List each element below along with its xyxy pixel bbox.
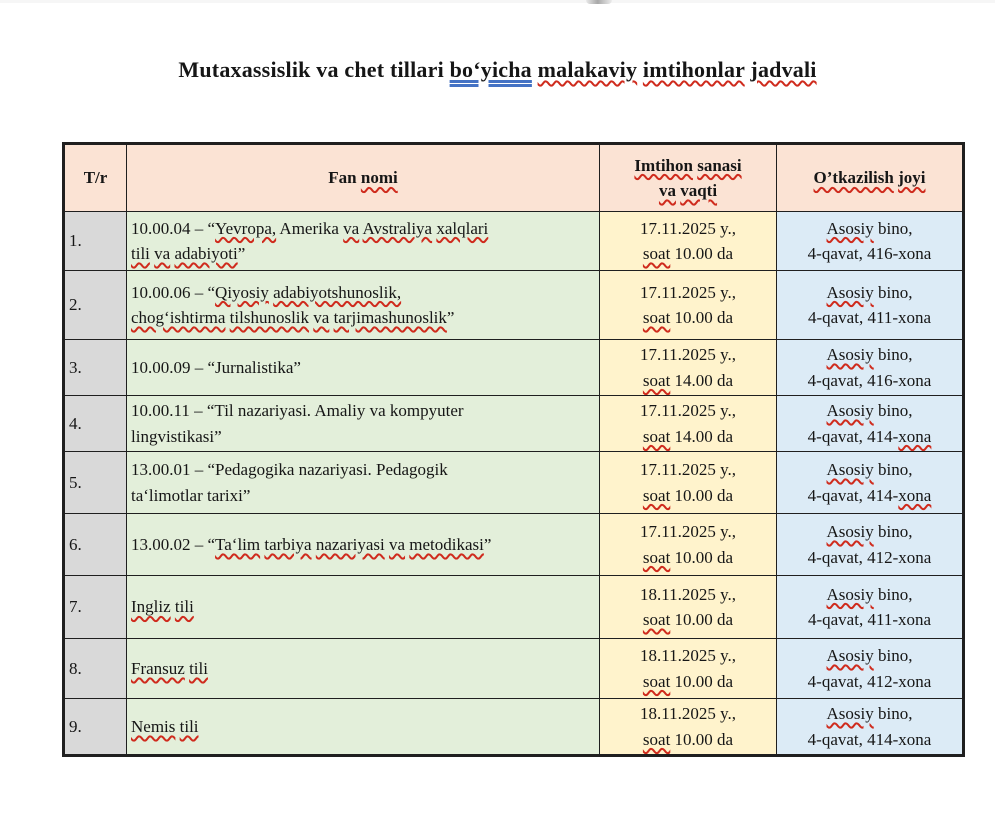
header-cell-location: O’tkazilish joyi: [777, 144, 964, 212]
cutoff-artifact: [586, 0, 612, 4]
date-cell: 17.11.2025 y., soat 10.00 da: [600, 212, 777, 271]
table-row: [64, 639, 964, 699]
table-header-row: [64, 144, 964, 212]
table-row: [64, 576, 964, 639]
table-row: [64, 396, 964, 452]
row-number-cell: 9.: [64, 699, 127, 756]
table-row: [64, 271, 964, 340]
date-cell: 17.11.2025 y., soat 10.00 da: [600, 452, 777, 514]
row-number-cell: 7.: [64, 576, 127, 639]
date-cell: 17.11.2025 y., soat 14.00 da: [600, 396, 777, 452]
subject-cell: Fransuz tili: [127, 639, 600, 699]
table-body: [64, 212, 964, 756]
row-number-cell: 2.: [64, 271, 127, 340]
location-cell: Asosiy bino, 4-qavat, 412-xona: [777, 514, 964, 576]
location-cell: Asosiy bino, 4-qavat, 414-xona: [777, 452, 964, 514]
row-number-cell: 4.: [64, 396, 127, 452]
location-cell: Asosiy bino, 4-qavat, 411-xona: [777, 576, 964, 639]
date-cell: 17.11.2025 y., soat 10.00 da: [600, 514, 777, 576]
date-cell: 17.11.2025 y., soat 14.00 da: [600, 340, 777, 396]
subject-cell: Ingliz tili: [127, 576, 600, 639]
location-cell: Asosiy bino, 4-qavat, 411-xona: [777, 271, 964, 340]
location-cell: Asosiy bino, 4-qavat, 414-xona: [777, 699, 964, 756]
row-number-cell: 8.: [64, 639, 127, 699]
header-cell-subject: Fan nomi: [127, 144, 600, 212]
subject-cell: 10.00.06 – “Qiyosiy adabiyotshunoslik, chog‘ishtirma tilshunoslik va tarjimashunoslik”: [127, 271, 600, 340]
table-row: [64, 514, 964, 576]
header-cell-date: Imtihon sanasi va vaqti: [600, 144, 777, 212]
header-cell-tr: T/r: [64, 144, 127, 212]
date-cell: 18.11.2025 y., soat 10.00 da: [600, 699, 777, 756]
row-number-cell: 3.: [64, 340, 127, 396]
table-row: [64, 452, 964, 514]
row-number-cell: 1.: [64, 212, 127, 271]
table-row: [64, 699, 964, 756]
date-cell: 18.11.2025 y., soat 10.00 da: [600, 639, 777, 699]
date-cell: 18.11.2025 y., soat 10.00 da: [600, 576, 777, 639]
location-cell: Asosiy bino, 4-qavat, 416-xona: [777, 212, 964, 271]
page-top-strip: [0, 0, 995, 3]
subject-cell: 13.00.02 – “Ta‘lim tarbiya nazariyasi va metodikasi”: [127, 514, 600, 576]
subject-cell: 10.00.11 – “Til nazariyasi. Amaliy va kompyuter lingvistikasi”: [127, 396, 600, 452]
document-title: Mutaxassislik va chet tillari bo‘yicha malakaviy imtihonlar jadvali: [178, 57, 817, 82]
subject-cell: 13.00.01 – “Pedagogika nazariyasi. Pedagogik ta‘limotlar tarixi”: [127, 452, 600, 514]
subject-cell: Nemis tili: [127, 699, 600, 756]
row-number-cell: 6.: [64, 514, 127, 576]
location-cell: Asosiy bino, 4-qavat, 412-xona: [777, 639, 964, 699]
table-row: [64, 340, 964, 396]
subject-cell: 10.00.04 – “Yevropa, Amerika va Avstraliya xalqlari tili va adabiyoti”: [127, 212, 600, 271]
table-row: [64, 212, 964, 271]
date-cell: 17.11.2025 y., soat 10.00 da: [600, 271, 777, 340]
location-cell: Asosiy bino, 4-qavat, 416-xona: [777, 340, 964, 396]
row-number-cell: 5.: [64, 452, 127, 514]
location-cell: Asosiy bino, 4-qavat, 414-xona: [777, 396, 964, 452]
exam-schedule-table: [62, 142, 965, 757]
subject-cell: 10.00.09 – “Jurnalistika”: [127, 340, 600, 396]
